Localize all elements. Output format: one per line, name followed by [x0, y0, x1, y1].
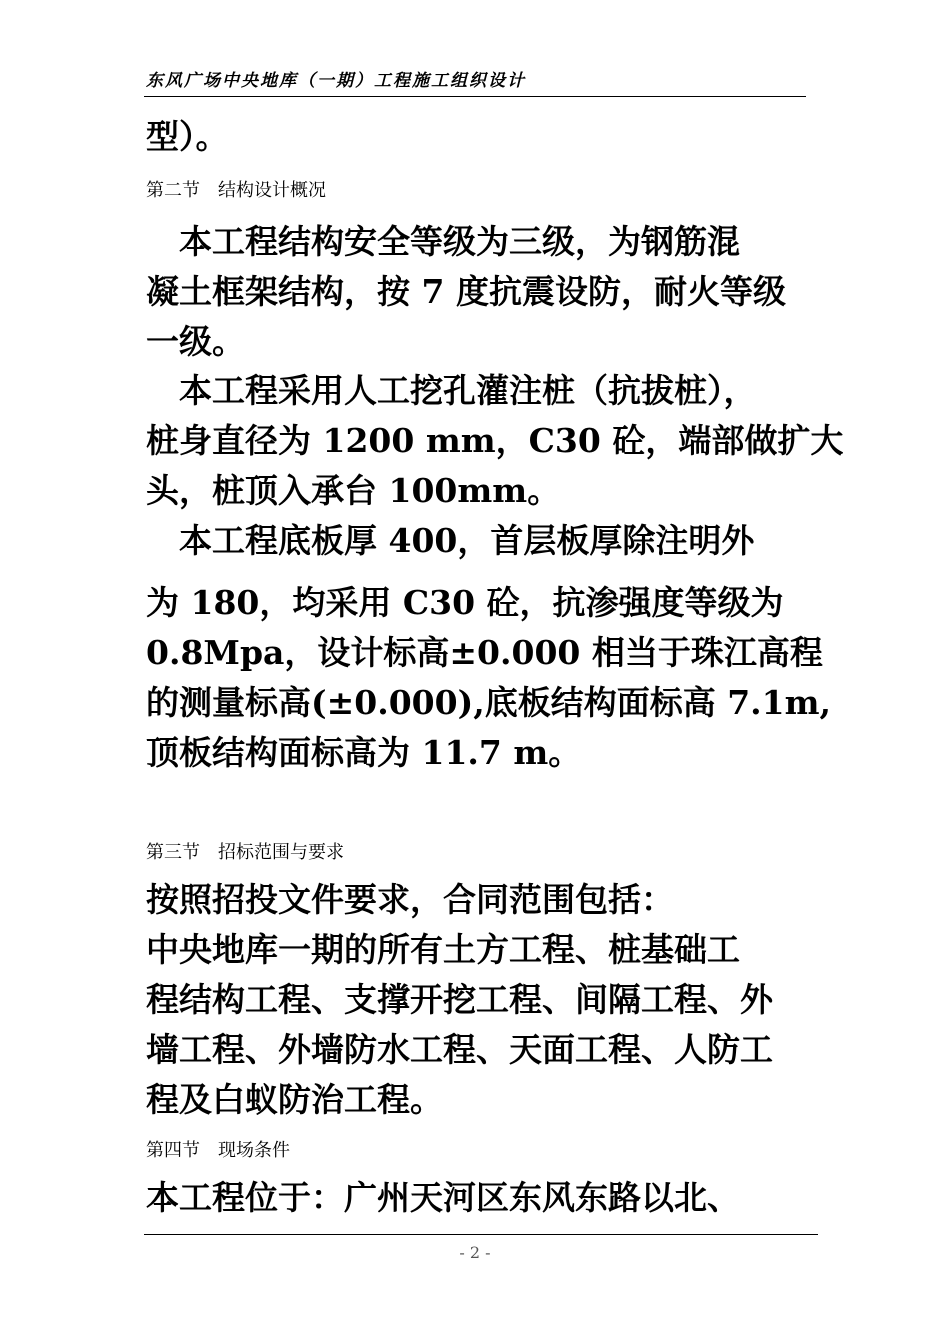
section-heading-2: 第二节 结构设计概况	[146, 180, 326, 201]
text-line: 凝土框架结构，按 7 度抗震设防，耐火等级	[146, 272, 786, 311]
text-line: 程结构工程、支撑开挖工程、间隔工程、外	[146, 980, 773, 1019]
text-line: 头，桩顶入承台 100mm。	[146, 471, 561, 510]
footer-rule	[144, 1234, 818, 1235]
text-line: 桩身直径为 1200 mm，C30 砼，端部做扩大	[146, 421, 844, 460]
text-line: 本工程采用人工挖孔灌注桩（抗拔桩），	[146, 371, 757, 410]
text-line: 顶板结构面标高为 11.7 m。	[146, 733, 582, 772]
text-line: 程及白蚁防治工程。	[146, 1080, 443, 1119]
text-line: 本工程位于：广州天河区东风东路以北、	[146, 1178, 740, 1217]
text-line: 按照招投文件要求，合同范围包括：	[146, 880, 674, 919]
text-line: 的测量标高(±0.000),底板结构面标高 7.1m,	[146, 683, 832, 722]
running-header: 东风广场中央地库（一期）工程施工组织设计	[146, 71, 526, 91]
text-line: 0.8Mpa，设计标高±0.000 相当于珠江高程	[146, 633, 823, 672]
text-line: 中央地库一期的所有土方工程、桩基础工	[146, 930, 740, 969]
page-number: - 2 -	[459, 1243, 491, 1262]
text-line: 本工程底板厚 400，首层板厚除注明外	[146, 521, 755, 560]
text-line: 型）。	[146, 117, 229, 156]
text-line: 为 180，均采用 C30 砼，抗渗强度等级为	[146, 583, 784, 622]
section-heading-3: 第三节 招标范围与要求	[146, 842, 344, 863]
text-line: 一级。	[146, 322, 245, 361]
text-line: 墙工程、外墙防水工程、天面工程、人防工	[146, 1030, 773, 1069]
header-rule	[144, 96, 806, 97]
section-heading-4: 第四节 现场条件	[146, 1140, 290, 1161]
text-line: 本工程结构安全等级为三级，为钢筋混	[146, 222, 740, 261]
